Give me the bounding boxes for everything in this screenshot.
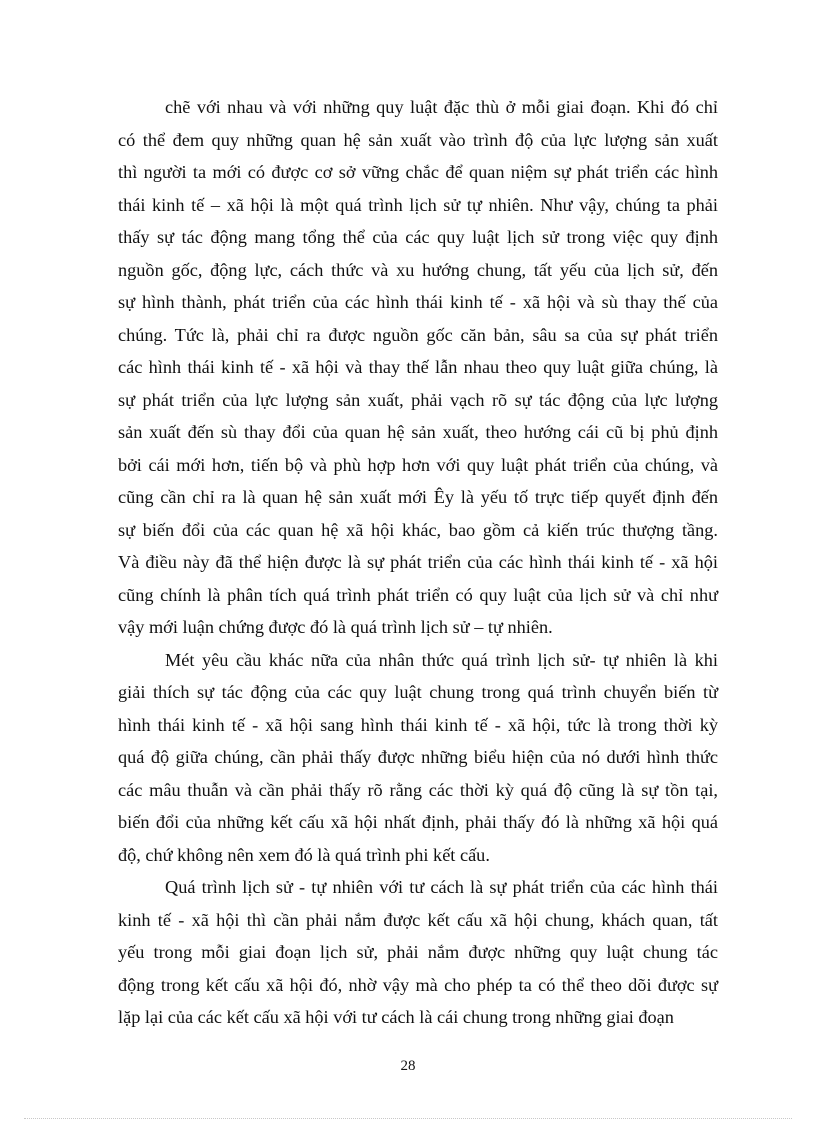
text-line: biến đổi của những kết cấu xã hội nhất định, phải thấy đó là những xã hội quá xyxy=(118,812,718,832)
text-line: chúng. Tức là, phải chỉ ra được nguồn gốc căn bản, sâu sa của sự phát triển xyxy=(118,324,718,345)
text-line: lặp lại của các kết cấu xã hội với tư cách là cái chung trong những giai đoạn xyxy=(118,1007,674,1027)
text-line: kinh tế - xã hội thì cần phải nắm được kết cấu xã hội chung, khách quan, tất xyxy=(118,909,718,930)
text-line: các hình thái kinh tế - xã hội và thay thế lẫn nhau theo quy luật giữa chúng, là xyxy=(118,357,718,377)
text-line: quá độ giữa chúng, cần phải thấy được những biểu hiện của nó dưới hình thức xyxy=(118,747,718,767)
text-line: cũng chính là phân tích quá trình phát triển có quy luật của lịch sử và chỉ như xyxy=(118,584,718,605)
text-line: sản xuất đến sù thay đổi của quan hệ sản xuất, theo hướng cái cũ bị phủ định xyxy=(118,422,718,442)
text-line: nguồn gốc, động lực, cách thức và xu hướng chung, tất yếu của lịch sử, đến xyxy=(118,259,718,280)
text-line: Quá trình lịch sử - tự nhiên với tư cách là sự phát triển của các hình thái xyxy=(165,877,718,897)
text-line: giải thích sự tác động của các quy luật chung trong quá trình chuyển biến từ xyxy=(118,682,718,702)
text-line: Mét yêu cầu khác nữa của nhân thức quá trình lịch sử- tự nhiên là khi xyxy=(165,649,718,670)
text-line: các mâu thuẫn và cần phải thấy rõ rằng các thời kỳ quá độ cũng là sự tồn tại, xyxy=(118,779,718,800)
text-line: hình thái kinh tế - xã hội sang hình thái kinh tế - xã hội, tức là trong thời kỳ xyxy=(118,714,718,735)
text-line: cũng cần chỉ ra là quan hệ sản xuất mới Êy là yếu tố trực tiếp quyết định đến xyxy=(118,487,718,507)
text-line: yếu trong mỗi giai đoạn lịch sử, phải nắm được những quy luật chung tác xyxy=(118,942,718,962)
text-line: sự biến đổi của các quan hệ xã hội khác, bao gồm cả kiến trúc thượng tầng. xyxy=(118,519,718,540)
text-line: sự phát triển của lực lượng sản xuất, phải vạch rõ sự tác động của lực lượng xyxy=(118,389,718,410)
text-line: Và điều này đã thể hiện được là sự phát triển của các hình thái kinh tế - xã hội xyxy=(118,552,718,572)
text-line: chẽ với nhau và với những quy luật đặc thù ở mỗi giai đoạn. Khi đó chỉ xyxy=(165,97,718,117)
text-line: vậy mới luận chứng được đó là quá trình lịch sử – tự nhiên. xyxy=(118,617,553,637)
body-text xyxy=(118,91,718,1034)
page-bottom-border xyxy=(24,1118,792,1119)
text-line: độ, chứ không nên xem đó là quá trình phi kết cấu. xyxy=(118,844,490,865)
text-line: bởi cái mới hơn, tiến bộ và phù hợp hơn với quy luật phát triển của chúng, và xyxy=(118,454,718,475)
page-number: 28 xyxy=(400,1058,416,1074)
text-line: thái kinh tế – xã hội là một quá trình lịch sử tự nhiên. Như vậy, chúng ta phải xyxy=(118,194,718,215)
text-line: động trong kết cấu xã hội đó, nhờ vậy mà cho phép ta có thể theo dõi được sự xyxy=(118,974,718,995)
text-line: thấy sự tác động mang tổng thể của các quy luật lịch sử trong việc quy định xyxy=(118,227,718,247)
text-line: thì người ta mới có được cơ sở vững chắc để quan niệm sự phát triển các hình xyxy=(118,162,718,182)
text-line: có thể đem quy những quan hệ sản xuất vào trình độ của lực lượng sản xuất xyxy=(118,129,718,150)
text-line: sự hình thành, phát triển của các hình thái kinh tế - xã hội và sù thay thế của xyxy=(118,292,718,312)
